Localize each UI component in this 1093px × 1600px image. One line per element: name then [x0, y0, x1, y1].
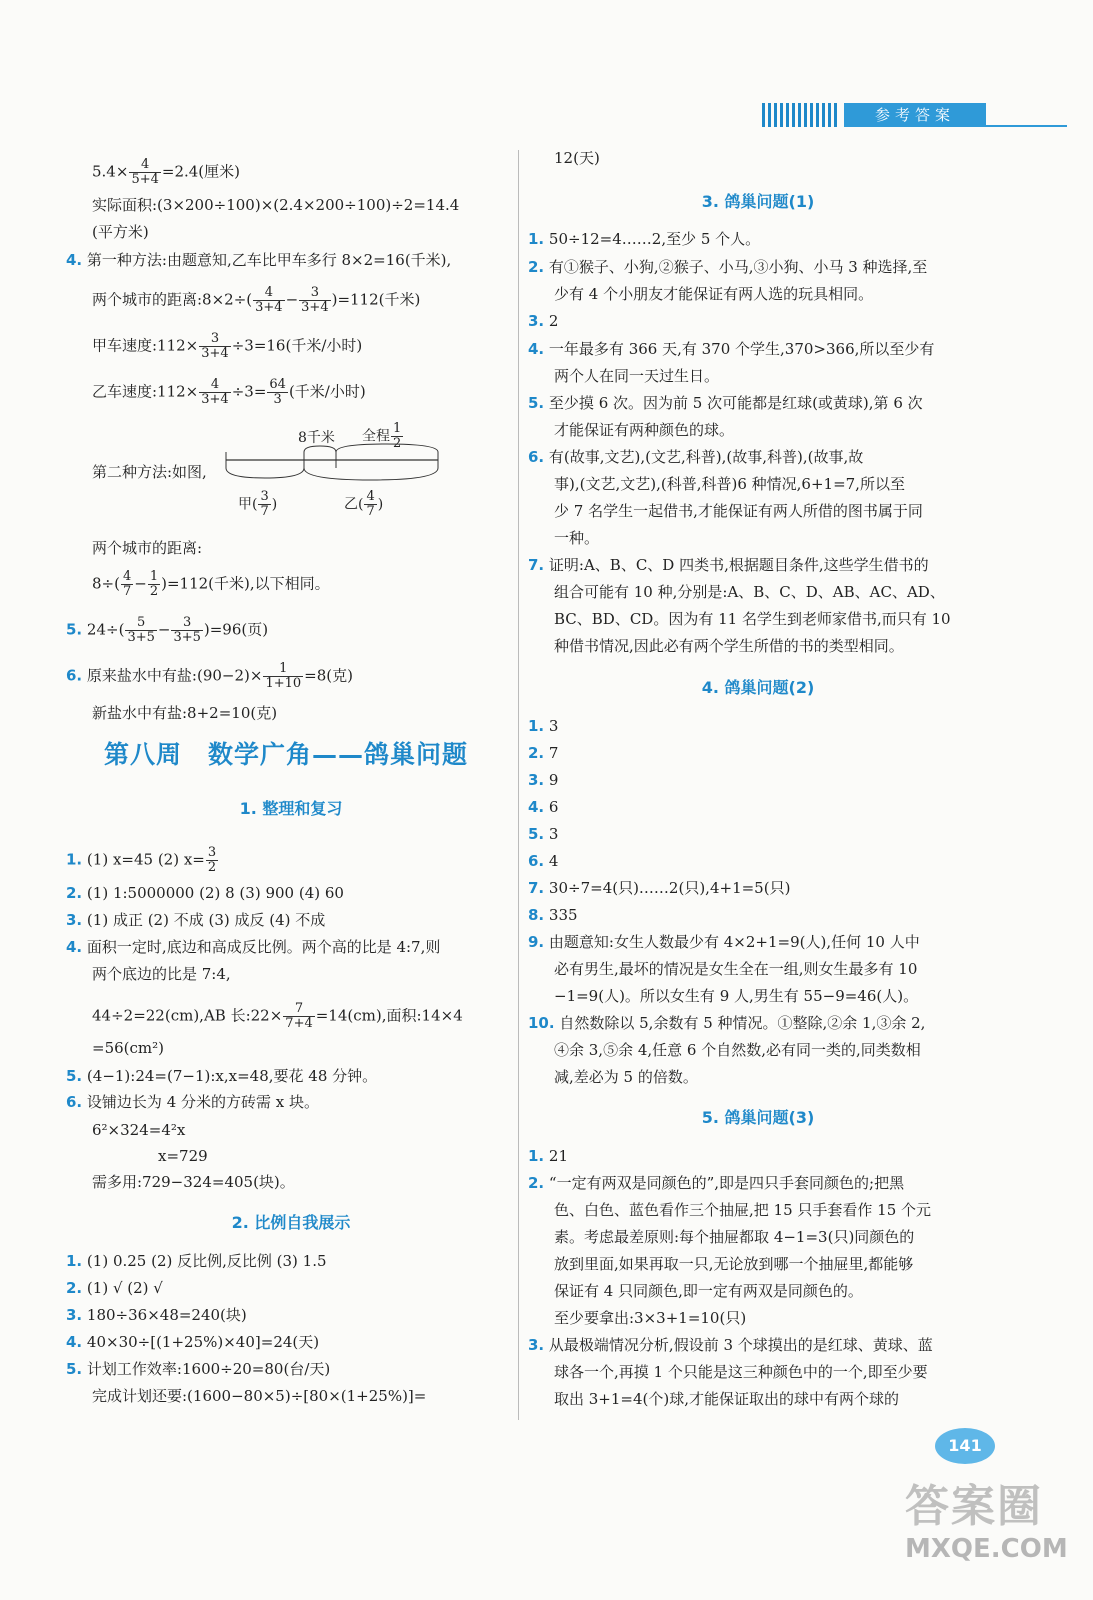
- right-line-0: 12(天): [554, 149, 600, 167]
- s1-answer-4b: 两个底边的比是 7:4,: [92, 965, 231, 983]
- diagram-label-yi: 乙( $\frac{4}{7}$ ): [344, 489, 384, 519]
- q6-line-1: 6. 原来盐水中有盐:(90−2)× $\frac{1}{1+10}$ =8(克): [66, 661, 353, 691]
- s3-answer-2: 2. 有①猴子、小狗,②猴子、小马,③小狗、小马 3 种选择,至: [528, 258, 928, 276]
- s3-answer-4: 4. 一年最多有 366 天,有 370 个学生,370>366,所以至少有: [528, 340, 935, 358]
- header-bar: [762, 103, 1067, 127]
- s1-answer-5: 5. (4−1):24=(7−1):x,x=48,要花 48 分钟。: [66, 1067, 378, 1085]
- q5-line: 5. 24÷( $\frac{5}{3+5}$ − $\frac{3}{3+5}$ )=96(页): [66, 615, 269, 645]
- s4-answer-6: 6. 4: [528, 852, 559, 870]
- page-number-badge: 141: [935, 1428, 995, 1464]
- s2-answer-5: 5. 计划工作效率:1600÷20=80(台/天): [66, 1360, 331, 1378]
- column-divider: [518, 150, 519, 1420]
- s3-answer-6b: 事),(文艺,文艺),(科普,科普)6 种情况,6+1=7,所以至: [554, 475, 905, 493]
- left-line-1: 5.4× $\frac{4}{5+4}$ =2.4(厘米): [92, 157, 241, 187]
- header-stripes: [762, 103, 840, 127]
- s1-answer-6: 6. 设铺边长为 4 分米的方砖需 x 块。: [66, 1093, 319, 1111]
- s4-answer-10: 10. 自然数除以 5,余数有 5 种情况。①整除,②余 1,③余 2,: [528, 1014, 926, 1032]
- s3-answer-7b: 组合可能有 10 种,分别是:A、B、C、D、AB、AC、AD、: [554, 583, 945, 601]
- left-line-2: 实际面积:(3×200÷100)×(2.4×200÷100)÷2=14.4: [92, 196, 460, 214]
- s2-answer-1: 1. (1) 0.25 (2) 反比例,反比例 (3) 1.5: [66, 1252, 327, 1270]
- header-label: 参考答案: [844, 103, 986, 127]
- s1-answer-6b: 6²×324=4²x: [92, 1121, 186, 1139]
- s3-answer-5b: 才能保证有两种颜色的球。: [554, 421, 735, 439]
- s2-answer-3: 3. 180÷36×48=240(块): [66, 1306, 247, 1324]
- s4-answer-1: 1. 3: [528, 717, 559, 735]
- q4-line-2: 两个城市的距离:8×2÷( $\frac{4}{3+4}$ − $\frac{3}{3+4}$ )=112(千米): [92, 285, 421, 315]
- s4-answer-7: 7. 30÷7=4(只)……2(只),4+1=5(只): [528, 879, 791, 897]
- s2-answer-2: 2. (1) √ (2) √: [66, 1279, 163, 1297]
- s5-answer-2b: 色、白色、蓝色看作三个抽屉,把 15 只手套看作 15 个元: [554, 1201, 932, 1219]
- watermark-logo: [905, 1470, 1080, 1590]
- s2-answer-4: 4. 40×30÷[(1+25%)×40]=24(天): [66, 1333, 320, 1351]
- s5-answer-2d: 放到里面,如果再取一只,无论放到哪一个抽屉里,都能够: [554, 1255, 914, 1273]
- s1-answer-6c: x=729: [158, 1147, 208, 1165]
- s4-answer-9c: −1=9(人)。所以女生有 9 人,男生有 55−9=46(人)。: [554, 987, 919, 1005]
- section-title-4: 4. 鸽巢问题(2): [701, 678, 815, 697]
- s4-answer-9b: 必有男生,最坏的情况是女生全在一组,则女生最多有 10: [554, 960, 918, 978]
- s1-answer-6d: 需多用:729−324=405(块)。: [92, 1173, 295, 1191]
- s4-answer-2: 2. 7: [528, 744, 559, 762]
- watermark-url: MXQE.COM: [905, 1534, 1068, 1564]
- s4-answer-8: 8. 335: [528, 906, 578, 924]
- s5-answer-2e: 保证有 4 只同颜色,即一定有两双是同颜色的。: [554, 1282, 863, 1300]
- s1-answer-1: 1. (1) x=45 (2) x= $\frac{3}{2}$: [66, 845, 217, 875]
- section-title-5: 5. 鸽巢问题(3): [701, 1108, 815, 1127]
- s5-answer-3: 3. 从最极端情况分析,假设前 3 个球摸出的是红球、黄球、蓝: [528, 1336, 933, 1354]
- s3-answer-4b: 两个人在同一天过生日。: [554, 367, 720, 385]
- s5-answer-3b: 球各一个,再摸 1 个只能是这三种颜色中的一个,即至少要: [554, 1363, 928, 1381]
- s4-answer-4: 4. 6: [528, 798, 559, 816]
- s1-answer-4e: =56(cm²): [92, 1039, 164, 1057]
- header-rule: [986, 125, 1067, 127]
- s3-answer-7c: BC、BD、CD。因为有 11 名学生到老师家借书,而只有 10: [554, 610, 951, 628]
- s1-answer-3: 3. (1) 成正 (2) 不成 (3) 成反 (4) 不成: [66, 911, 326, 929]
- s4-answer-10c: 减,差必为 5 的倍数。: [554, 1068, 698, 1086]
- q6-line-2: 新盐水中有盐:8+2=10(克): [92, 704, 278, 722]
- s5-answer-1: 1. 21: [528, 1147, 569, 1165]
- s3-answer-6: 6. 有(故事,文艺),(文艺,科普),(故事,科普),(故事,故: [528, 448, 864, 466]
- s4-answer-5: 5. 3: [528, 825, 559, 843]
- section-title-3: 3. 鸽巢问题(1): [701, 192, 815, 211]
- s2-answer-5b: 完成计划还要:(1600−80×5)÷[80×(1+25%)]=: [92, 1387, 427, 1405]
- s3-answer-6d: 一种。: [554, 529, 600, 547]
- s1-answer-4c: 44÷2=22(cm),AB 长:22× $\frac{7}{7+4}$ =14(cm),面积:14×4: [92, 1001, 463, 1031]
- left-line-3: (平方米): [92, 223, 149, 241]
- s3-answer-2b: 少有 4 个小朋友才能保证有两人选的玩具相同。: [554, 285, 874, 303]
- q4-line-4: 乙车速度:112× $\frac{4}{3+4}$ ÷3= $\frac{64}{3}$ (千米/小时): [92, 377, 366, 407]
- diagram-label-8km: 8千米: [298, 430, 335, 446]
- s3-answer-7d: 种借书情况,因此必有两个学生所借的书的类型相同。: [554, 637, 904, 655]
- section-title-1: 1. 整理和复习: [239, 799, 343, 818]
- s4-answer-10b: ④余 3,⑤余 4,任意 6 个自然数,必有同一类的,同类数相: [554, 1041, 921, 1059]
- s5-answer-2f: 至少要拿出:3×3+1=10(只): [554, 1309, 747, 1327]
- s5-answer-2c: 素。考虑最差原则:每个抽屉都取 4−1=3(只)同颜色的: [554, 1228, 915, 1246]
- s3-answer-7: 7. 证明:A、B、C、D 四类书,根据题目条件,这些学生借书的: [528, 556, 929, 574]
- diagram-label-jia: 甲( $\frac{3}{7}$ ): [238, 489, 278, 519]
- s3-answer-1: 1. 50÷12=4……2,至少 5 个人。: [528, 230, 761, 248]
- s5-answer-3c: 取出 3+1=4(个)球,才能保证取出的球中有两个球的: [554, 1390, 900, 1408]
- q4-line-7: 8÷( $\frac{4}{7}$ − $\frac{1}{2}$ )=112(千米),以下相同。: [92, 569, 330, 599]
- s3-answer-6c: 少 7 名学生一起借书,才能保证有两人所借的图书属于同: [554, 502, 923, 520]
- diagram-label-total: 全程 $\frac{1}{2}$: [362, 421, 402, 451]
- s1-answer-4: 4. 面积一定时,底边和高成反比例。两个高的比是 4:7,则: [66, 938, 441, 956]
- week-title: 第八周 数学广角——鸽巢问题: [104, 740, 469, 769]
- method-2-line: 第二种方法:如图,: [92, 463, 207, 481]
- section-title-2: 2. 比例自我展示: [231, 1213, 351, 1232]
- q4-line-1: 4. 第一种方法:由题意知,乙车比甲车多行 8×2=16(千米),: [66, 251, 452, 269]
- s5-answer-2: 2. “一定有两双是同颜色的”,即是四只手套同颜色的;把黑: [528, 1174, 905, 1192]
- s4-answer-3: 3. 9: [528, 771, 559, 789]
- q4-line-6: 两个城市的距离:: [92, 539, 203, 557]
- s3-answer-5: 5. 至少摸 6 次。因为前 5 次可能都是红球(或黄球),第 6 次: [528, 394, 923, 412]
- q4-line-3: 甲车速度:112× $\frac{3}{3+4}$ ÷3=16(千米/小时): [92, 331, 363, 361]
- s3-answer-3: 3. 2: [528, 312, 559, 330]
- s4-answer-9: 9. 由题意知:女生人数最少有 4×2+1=9(人),任何 10 人中: [528, 933, 920, 951]
- s1-answer-2: 2. (1) 1:5000000 (2) 8 (3) 900 (4) 60: [66, 884, 344, 902]
- watermark-glyphs: 答案圈: [905, 1481, 1043, 1532]
